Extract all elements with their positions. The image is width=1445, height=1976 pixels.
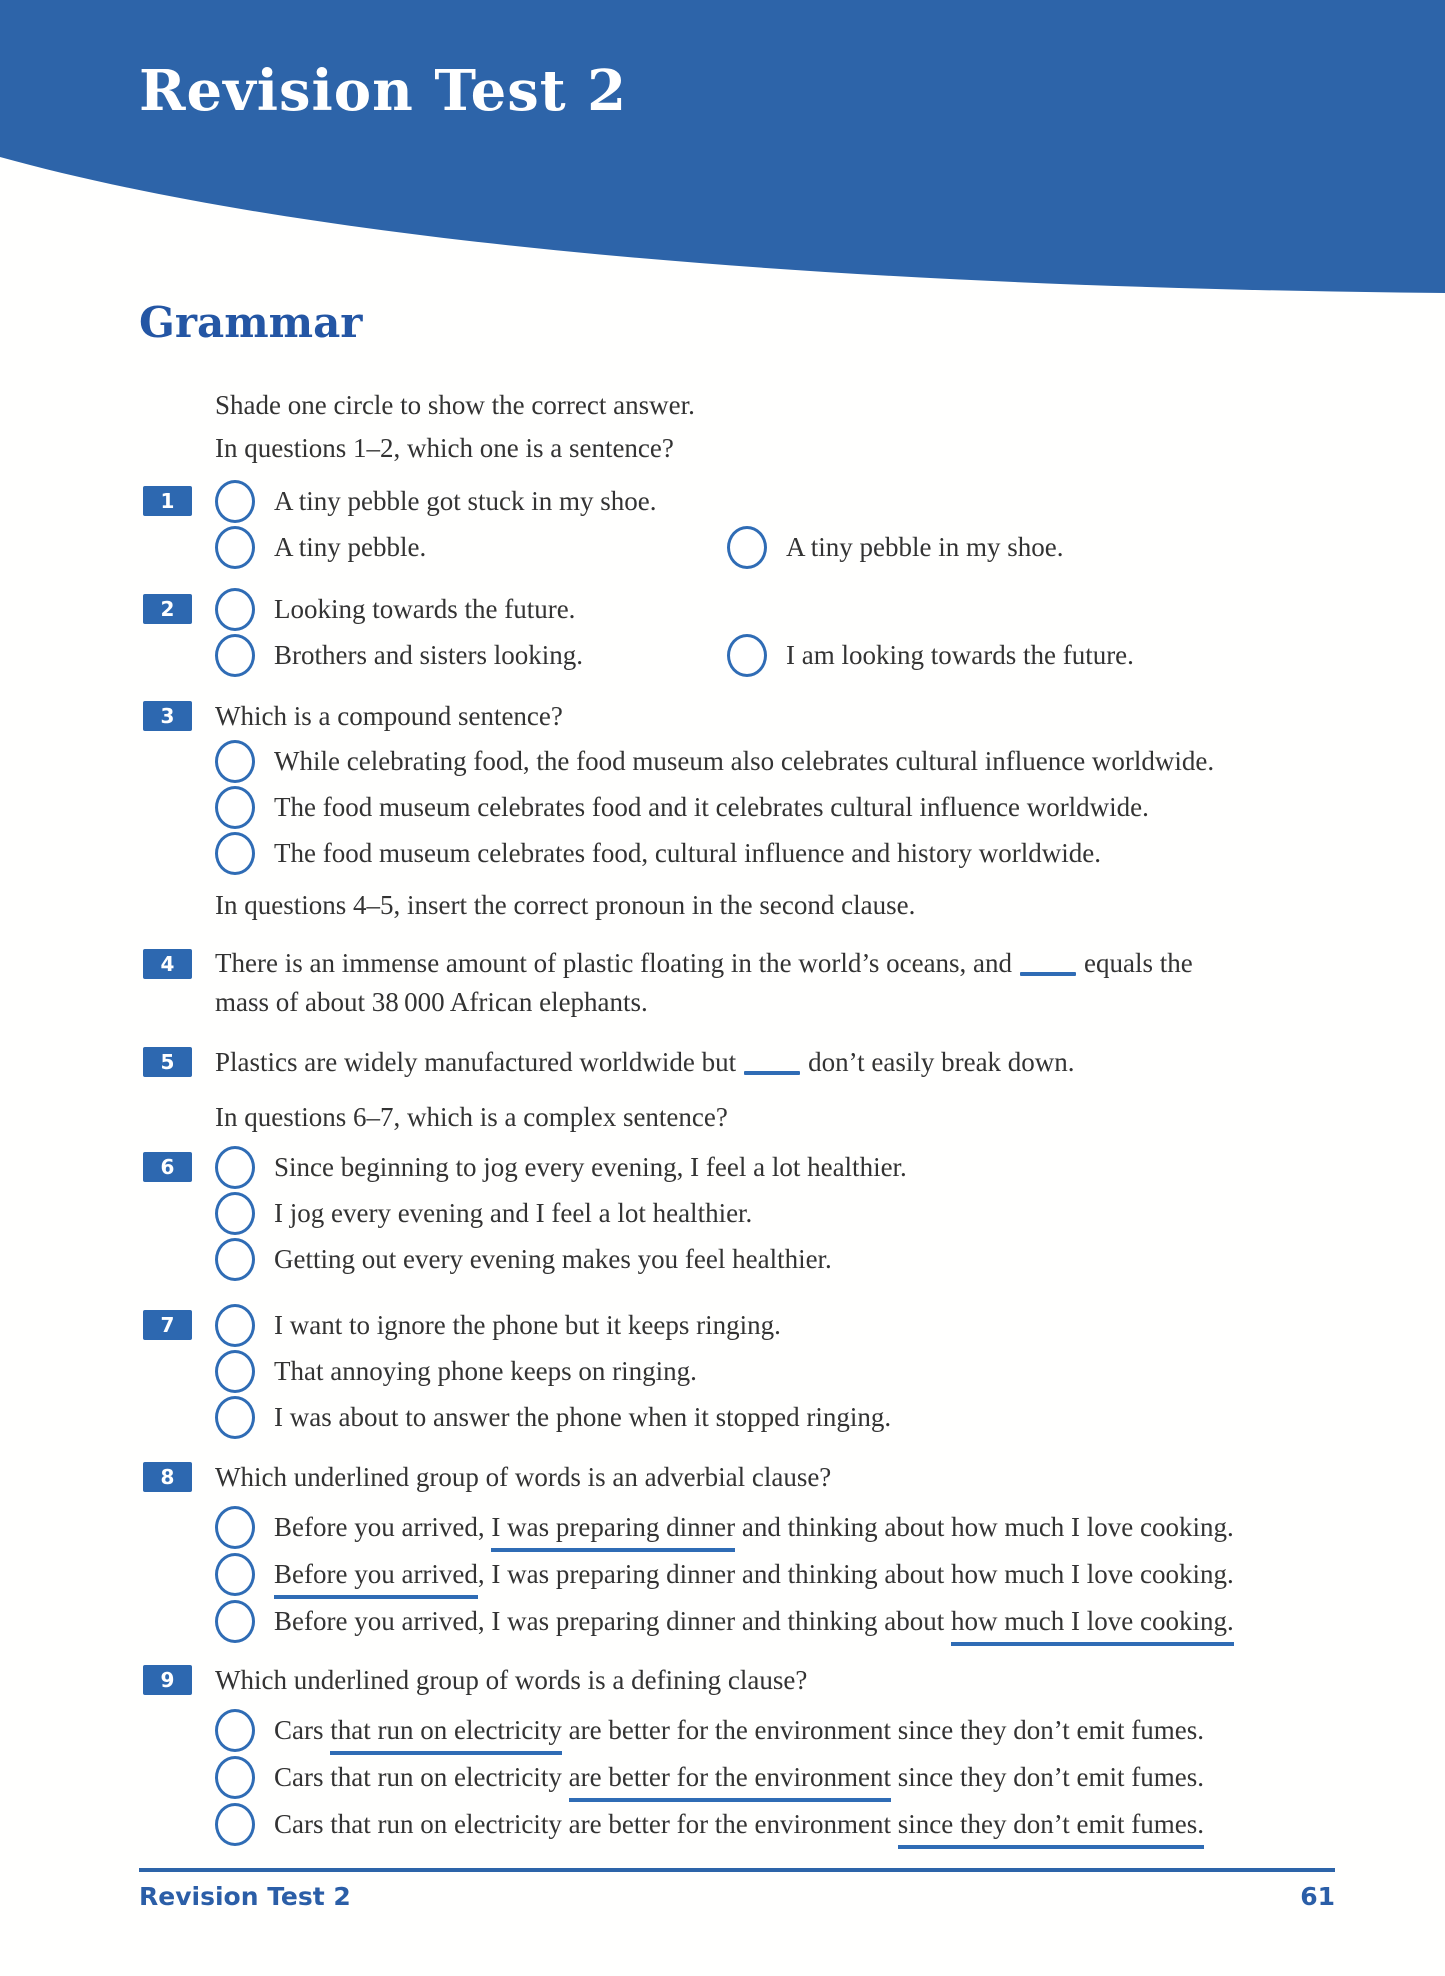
question-9 [143,1658,1204,1848]
footer-title: Revision Test 2 [139,1882,351,1911]
question-6-number: 6 [143,1152,192,1182]
question-7-number: 7 [143,1310,192,1340]
q3-prompt: Which is a compound sentence? [215,700,563,731]
footer-divider [139,1868,1335,1872]
question-4 [143,944,1193,1022]
q6-option-row-b [143,1190,907,1236]
q3-option-row-b [143,784,1214,830]
q1-option-b-circle[interactable] [215,526,255,569]
q2-option-b-circle[interactable] [215,634,255,677]
q4-answer-blank[interactable] [1020,972,1076,976]
q8-option-a-underlined: I was preparing dinner [491,1512,735,1552]
page-number: 61 [1300,1882,1335,1911]
q3-option-row-c [143,830,1214,876]
q7-option-row-c [143,1394,891,1440]
q6-option-a-circle[interactable] [215,1146,255,1189]
q4-badge-slot [143,944,215,979]
q9-option-b-circle[interactable] [215,1756,255,1799]
question-2-number: 2 [143,594,192,624]
q1-option-b-text: A tiny pebble. [274,531,427,562]
q7-option-a-text: I want to ignore the phone but it keeps ringing. [274,1309,781,1340]
q3-option-a-text: While celebrating food, the food museum also celebrates cultural influence worldwide. [274,745,1215,776]
q2-option-row-bc [143,632,1134,678]
q3-option-a-circle[interactable] [215,740,255,783]
q6-option-b-text: I jog every evening and I feel a lot healthier. [274,1197,753,1228]
q2-badge-slot [143,594,215,624]
question-3 [143,694,1214,876]
q9-option-c-text: Cars that run on electricity are better for the environment since they don’t emit fumes. [274,1809,1204,1840]
q5-text-after: don’t easily break down. [808,1046,1075,1077]
q5-row [143,1042,1075,1082]
q8-option-row-b [143,1551,1234,1598]
q1-option-c-circle[interactable] [727,526,767,569]
question-3-number: 3 [143,701,192,731]
instruction-q4-5: In questions 4–5, insert the correct pronoun in the second clause. [215,890,916,920]
header-banner [0,0,1445,300]
q9-option-b-underlined: are better for the environment [569,1762,891,1802]
section-title: Grammar [139,298,363,347]
q1-badge-slot [143,486,215,516]
q7-badge-slot [143,1310,215,1340]
q8-option-b-text: Before you arrived, I was preparing dinner and thinking about how much I love cooking. [274,1559,1234,1590]
q8-prompt-row [143,1455,1234,1499]
q1-option-row-a [143,478,656,524]
instruction-shade: Shade one circle to show the correct answer. [215,390,695,420]
q6-badge-slot [143,1152,215,1182]
question-4-number: 4 [143,949,192,979]
q6-option-c-text: Getting out every evening makes you feel healthier. [274,1243,832,1274]
question-1-number: 1 [143,486,192,516]
q4-text [215,944,1193,1022]
q8-option-a-text: Before you arrived, I was preparing dinner and thinking about how much I love cooking. [274,1512,1234,1543]
q7-option-row-a [143,1302,891,1348]
q7-option-c-circle[interactable] [215,1396,255,1439]
q7-option-row-b [143,1348,891,1394]
q2-option-a-circle[interactable] [215,588,255,631]
q7-option-c-text: I was about to answer the phone when it stopped ringing. [274,1401,892,1432]
q6-option-row-a [143,1144,907,1190]
question-5 [143,1042,1075,1082]
q5-text-before: Plastics are widely manufactured worldwide but [215,1046,737,1077]
q6-option-b-circle[interactable] [215,1192,255,1235]
instruction-q6-7: In questions 6–7, which is a complex sentence? [215,1102,728,1132]
q4-text-after1: equals the [1084,948,1193,978]
q9-option-a-circle[interactable] [215,1709,255,1752]
q8-option-c-text: Before you arrived, I was preparing dinner and thinking about how much I love cooking. [274,1606,1234,1637]
q1-option-a-text: A tiny pebble got stuck in my shoe. [274,485,657,516]
q9-prompt-row [143,1658,1204,1702]
question-5-number: 5 [143,1047,192,1077]
q3-option-c-circle[interactable] [215,832,255,875]
q7-option-a-circle[interactable] [215,1304,255,1347]
q6-option-a-text: Since beginning to jog every evening, I feel a lot healthier. [274,1151,907,1182]
page-title: Revision Test 2 [139,58,628,124]
q9-option-row-b [143,1754,1204,1801]
q5-answer-blank[interactable] [744,1071,800,1075]
q3-badge-slot [143,701,215,731]
q3-option-row-a [143,738,1214,784]
instruction-q1-2: In questions 1–2, which one is a sentence? [215,433,674,463]
q3-option-b-text: The food museum celebrates food and it celebrates cultural influence worldwide. [274,791,1149,822]
q2-option-c-text: I am looking towards the future. [786,639,1134,670]
q9-option-c-underlined: since they don’t emit fumes. [898,1809,1204,1849]
question-6 [143,1144,907,1282]
q4-text-before: There is an immense amount of plastic floating in the world’s oceans, and [215,948,1013,978]
question-8-number: 8 [143,1462,192,1492]
q8-option-row-a [143,1504,1234,1551]
q2-option-b-text: Brothers and sisters looking. [274,639,583,670]
q9-option-b-text: Cars that run on electricity are better for the environment since they don’t emit fumes. [274,1762,1204,1793]
q1-option-a-circle[interactable] [215,480,255,523]
q9-option-row-a [143,1707,1204,1754]
q8-option-b-underlined: Before you arrived [274,1559,478,1599]
q9-prompt: Which underlined group of words is a defining clause? [215,1664,808,1695]
question-9-number: 9 [143,1665,192,1695]
q1-option-c-text: A tiny pebble in my shoe. [786,531,1064,562]
q4-text-after2: mass of about 38 000 African elephants. [215,987,648,1017]
q5-text [215,1043,1075,1082]
q8-prompt: Which underlined group of words is an adverbial clause? [215,1461,832,1492]
q8-option-row-c [143,1598,1234,1645]
q7-option-b-circle[interactable] [215,1350,255,1393]
q2-option-c-circle[interactable] [727,634,767,677]
q3-option-b-circle[interactable] [215,786,255,829]
q3-prompt-row [143,694,1214,738]
q8-badge-slot [143,1462,215,1492]
q3-option-c-text: The food museum celebrates food, cultural influence and history worldwide. [274,837,1101,868]
q8-option-b-circle[interactable] [215,1553,255,1596]
banner-curve-shape [0,0,1445,300]
q9-option-c-circle[interactable] [215,1803,255,1846]
question-7 [143,1302,891,1440]
q6-option-row-c [143,1236,907,1282]
q4-row [143,944,1193,1022]
q6-option-c-circle[interactable] [215,1238,255,1281]
q9-option-a-underlined: that run on electricity [330,1715,562,1755]
question-8 [143,1455,1234,1645]
q9-option-row-c [143,1801,1204,1848]
question-2 [143,586,1134,678]
q8-option-a-circle[interactable] [215,1506,255,1549]
question-1 [143,478,1064,570]
q8-option-c-circle[interactable] [215,1600,255,1643]
q2-option-row-a [143,586,583,632]
q8-option-c-underlined: how much I love cooking. [951,1606,1234,1646]
q9-option-a-text: Cars that run on electricity are better for the environment since they don’t emit fumes. [274,1715,1204,1746]
q7-option-b-text: That annoying phone keeps on ringing. [274,1355,697,1386]
q5-badge-slot [143,1047,215,1077]
q2-option-a-text: Looking towards the future. [274,593,576,624]
q9-badge-slot [143,1665,215,1695]
q1-option-row-bc [143,524,1064,570]
